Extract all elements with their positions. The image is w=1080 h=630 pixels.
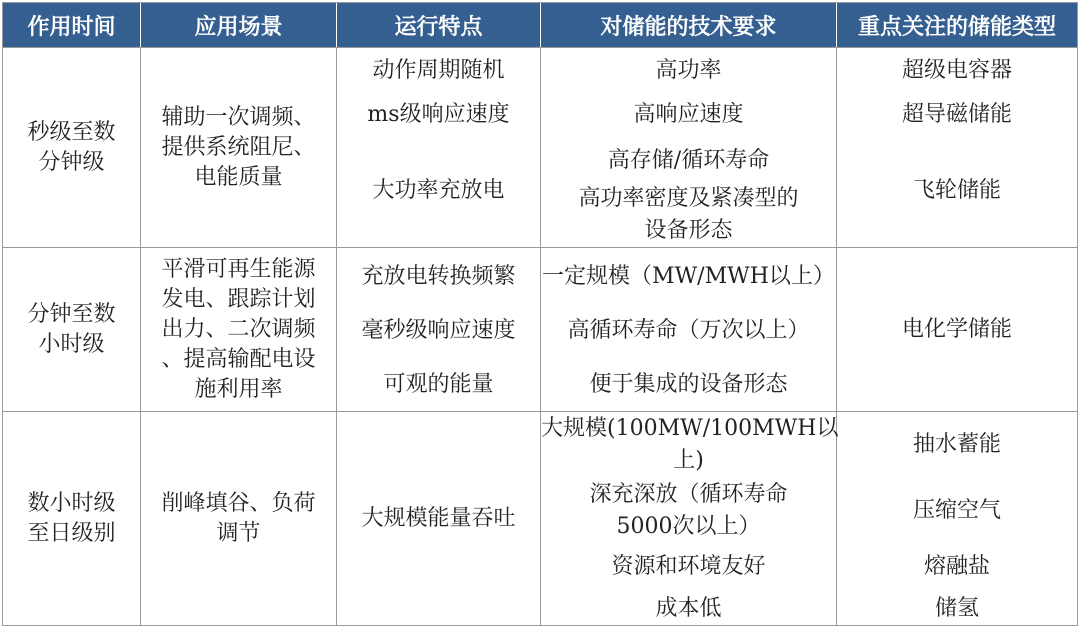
cell-line: 平滑可再生能源: [161, 256, 316, 282]
cell-line: 电化学储能: [901, 316, 1012, 342]
cell-requirements: [541, 412, 837, 625]
cell-line: 秒级至数: [27, 119, 116, 145]
cell-line: 高响应速度: [633, 102, 744, 127]
header-requirements: 对储能的技术要求: [541, 3, 837, 47]
cell-line: 提供系统阻尼、: [161, 134, 316, 160]
cell-line: 分钟级: [38, 149, 105, 175]
cell-line: 熔融盐: [923, 554, 990, 579]
cell-time: [3, 248, 141, 411]
cell-line: 、提高输配电设: [161, 346, 316, 372]
storage-requirements-table: [2, 2, 1078, 626]
cell-line: 高功率: [655, 58, 722, 83]
cell-features: [337, 48, 541, 247]
cell-line: ms级响应速度: [367, 102, 510, 127]
cell-types: [837, 412, 1077, 625]
cell-time: [3, 412, 141, 625]
cell-types: [837, 48, 1077, 247]
cell-line: 小时级: [38, 331, 105, 357]
cell-requirements: [541, 48, 837, 247]
cell-features: [337, 248, 541, 411]
cell-features: [337, 412, 541, 625]
cell-line: 削峰填谷、负荷: [161, 490, 316, 516]
cell-line: 高功率密度及紧凑型的: [578, 186, 799, 211]
cell-line: 设备形态: [644, 218, 733, 243]
table-row: [3, 47, 1077, 247]
cell-line: 发电、跟踪计划: [161, 286, 316, 312]
cell-scenario: [141, 48, 337, 247]
cell-line: 深充深放（循环寿命: [589, 482, 788, 507]
cell-line: 5000次以上）: [616, 514, 761, 539]
cell-line: 抽水蓄能: [912, 432, 1001, 457]
cell-line: 分钟至数: [27, 301, 116, 327]
cell-line: 数小时级: [27, 490, 116, 516]
cell-line: 施利用率: [194, 376, 283, 402]
cell-line: 高存储/循环寿命: [607, 148, 770, 173]
header-features: 运行特点: [337, 3, 541, 47]
cell-requirements: [541, 248, 837, 411]
cell-line: 成本低: [655, 596, 722, 621]
table-row: [3, 247, 1077, 411]
cell-line: 大功率充放电: [372, 178, 505, 203]
cell-line: 大规模能量吞吐: [361, 505, 516, 531]
cell-line: 调节: [216, 520, 261, 546]
cell-line: 一定规模（MW/MWH以上）: [542, 264, 835, 289]
cell-line: 出力、二次调频: [161, 316, 316, 342]
header-time: 作用时间: [3, 3, 141, 47]
cell-line: 毫秒级响应速度: [361, 318, 516, 343]
cell-line: 电能质量: [194, 164, 283, 190]
cell-line: 超导磁储能: [901, 102, 1012, 127]
cell-line: 动作周期随机: [372, 58, 505, 83]
cell-line: 储氢: [934, 596, 979, 621]
cell-line: 便于集成的设备形态: [589, 372, 788, 397]
cell-line: 压缩空气: [912, 498, 1001, 523]
cell-line: 可观的能量: [383, 372, 494, 397]
cell-line: 大规模(100MW/100MWH以: [541, 416, 839, 441]
cell-line: 飞轮储能: [912, 178, 1001, 203]
table-row: [3, 411, 1077, 625]
cell-line: 上): [673, 448, 704, 473]
header-types: 重点关注的储能类型: [857, 14, 1056, 40]
cell-scenario: [141, 248, 337, 411]
cell-types: [837, 248, 1077, 411]
cell-line: 充放电转换频繁: [361, 264, 516, 289]
cell-line: 至日级别: [27, 520, 116, 546]
header-scenario: 应用场景: [141, 3, 337, 47]
cell-line: 超级电容器: [901, 58, 1012, 83]
cell-time: [3, 48, 141, 247]
cell-line: 辅助一次调频、: [161, 104, 316, 130]
cell-line: 高循环寿命（万次以上）: [567, 318, 810, 343]
cell-line: 资源和环境友好: [611, 554, 766, 579]
table-header: [3, 3, 1077, 47]
cell-scenario: [141, 412, 337, 625]
